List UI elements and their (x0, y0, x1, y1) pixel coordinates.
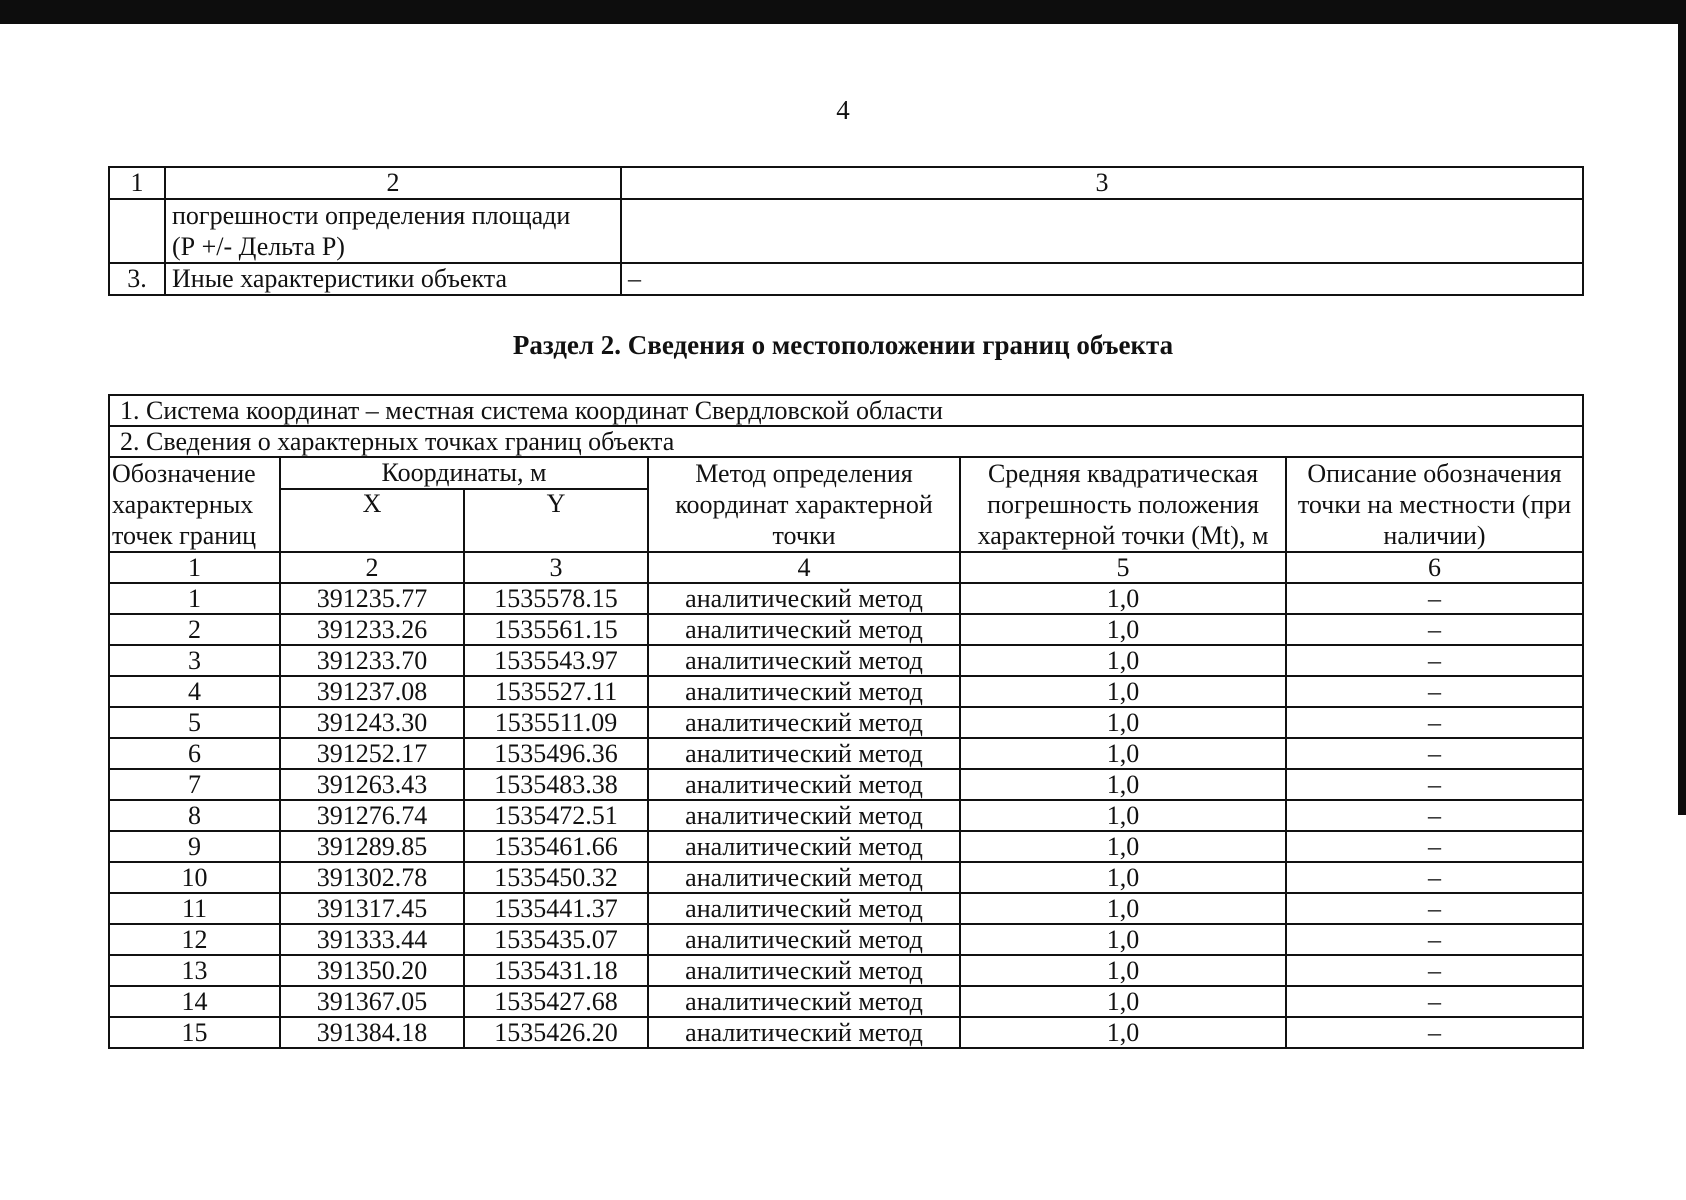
table-row (109, 645, 1583, 676)
error-cell: 1,0 (960, 955, 1286, 986)
x-coordinate-cell: 391333.44 (280, 924, 464, 955)
y-coordinate-cell: 1535461.66 (464, 831, 648, 862)
error-cell: 1,0 (960, 707, 1286, 738)
coordinates-table (108, 394, 1584, 1049)
scan-border-top (0, 0, 1686, 24)
x-coordinate-cell: 391317.45 (280, 893, 464, 924)
page-number: 4 (836, 95, 850, 125)
y-coordinate-cell: 1535427.68 (464, 986, 648, 1017)
description-cell: – (1286, 738, 1583, 769)
error-cell: 1,0 (960, 800, 1286, 831)
top-table-num-cell (109, 199, 165, 263)
description-cell: – (1286, 769, 1583, 800)
method-header: Метод определения координат характерной точки (648, 457, 960, 552)
y-coordinate-cell: 1535496.36 (464, 738, 648, 769)
y-coordinate-cell: 1535426.20 (464, 1017, 648, 1048)
error-cell: 1,0 (960, 769, 1286, 800)
table-row (109, 1017, 1583, 1048)
y-coordinate-cell: 1535483.38 (464, 769, 648, 800)
point-number-cell: 12 (109, 924, 280, 955)
column-number-cell: 6 (1286, 552, 1583, 583)
table-row (109, 738, 1583, 769)
coordinate-system-row (109, 395, 1583, 426)
point-number-cell: 7 (109, 769, 280, 800)
error-cell: 1,0 (960, 862, 1286, 893)
coordinate-system-line: 1. Система координат – местная система координат Свердловской области (109, 395, 1583, 426)
x-coordinate-cell: 391367.05 (280, 986, 464, 1017)
description-cell: – (1286, 862, 1583, 893)
column-number-row (109, 552, 1583, 583)
y-coordinate-cell: 1535431.18 (464, 955, 648, 986)
x-coordinate-cell: 391243.30 (280, 707, 464, 738)
error-cell: 1,0 (960, 1017, 1286, 1048)
table-row (109, 676, 1583, 707)
x-header: X (280, 489, 464, 552)
top-table-header-cell: 1 (109, 167, 165, 199)
point-number-cell: 11 (109, 893, 280, 924)
x-coordinate-cell: 391235.77 (280, 583, 464, 614)
top-table (108, 166, 1584, 296)
x-coordinate-cell: 391233.70 (280, 645, 464, 676)
points-info-line: 2. Сведения о характерных точках границ объекта (109, 426, 1583, 457)
point-number-cell: 9 (109, 831, 280, 862)
top-table-value-cell: – (621, 263, 1583, 295)
description-cell: – (1286, 800, 1583, 831)
description-cell: – (1286, 893, 1583, 924)
method-cell: аналитический метод (648, 862, 960, 893)
description-header: Описание обозначения точки на местности (при наличии) (1286, 457, 1583, 552)
x-coordinate-cell: 391276.74 (280, 800, 464, 831)
description-cell: – (1286, 831, 1583, 862)
column-number-cell: 2 (280, 552, 464, 583)
error-cell: 1,0 (960, 831, 1286, 862)
x-coordinate-cell: 391233.26 (280, 614, 464, 645)
method-cell: аналитический метод (648, 831, 960, 862)
top-table-row (109, 263, 1583, 295)
top-table-header-cell: 3 (621, 167, 1583, 199)
point-number-cell: 14 (109, 986, 280, 1017)
x-coordinate-cell: 391350.20 (280, 955, 464, 986)
designation-header: Обозначение характерных точек границ (109, 457, 280, 552)
table-row (109, 800, 1583, 831)
point-number-cell: 6 (109, 738, 280, 769)
table-row (109, 986, 1583, 1017)
x-coordinate-cell: 391237.08 (280, 676, 464, 707)
method-cell: аналитический метод (648, 893, 960, 924)
method-cell: аналитический метод (648, 769, 960, 800)
method-cell: аналитический метод (648, 924, 960, 955)
method-cell: аналитический метод (648, 955, 960, 986)
x-coordinate-cell: 391252.17 (280, 738, 464, 769)
y-coordinate-cell: 1535450.32 (464, 862, 648, 893)
method-cell: аналитический метод (648, 707, 960, 738)
description-cell: – (1286, 707, 1583, 738)
y-coordinate-cell: 1535543.97 (464, 645, 648, 676)
point-number-cell: 5 (109, 707, 280, 738)
y-coordinate-cell: 1535511.09 (464, 707, 648, 738)
error-cell: 1,0 (960, 583, 1286, 614)
x-coordinate-cell: 391302.78 (280, 862, 464, 893)
y-coordinate-cell: 1535578.15 (464, 583, 648, 614)
point-number-cell: 2 (109, 614, 280, 645)
top-table-header-cell: 2 (165, 167, 621, 199)
table-row (109, 862, 1583, 893)
method-cell: аналитический метод (648, 800, 960, 831)
point-number-cell: 13 (109, 955, 280, 986)
x-coordinate-cell: 391384.18 (280, 1017, 464, 1048)
point-number-cell: 4 (109, 676, 280, 707)
error-cell: 1,0 (960, 986, 1286, 1017)
method-cell: аналитический метод (648, 583, 960, 614)
description-cell: – (1286, 614, 1583, 645)
method-cell: аналитический метод (648, 645, 960, 676)
top-table-name-cell (165, 199, 621, 263)
y-coordinate-cell: 1535441.37 (464, 893, 648, 924)
error-cell: 1,0 (960, 893, 1286, 924)
table-row (109, 707, 1583, 738)
top-table-name-text: погрешности определения площади (Р +/- Дельта Р) (172, 201, 571, 261)
y-coordinate-cell: 1535435.07 (464, 924, 648, 955)
description-cell: – (1286, 986, 1583, 1017)
points-info-row (109, 426, 1583, 457)
point-number-cell: 1 (109, 583, 280, 614)
table-row (109, 769, 1583, 800)
table-row (109, 831, 1583, 862)
method-cell: аналитический метод (648, 614, 960, 645)
error-cell: 1,0 (960, 645, 1286, 676)
x-coordinate-cell: 391289.85 (280, 831, 464, 862)
method-cell: аналитический метод (648, 676, 960, 707)
table-row (109, 614, 1583, 645)
description-cell: – (1286, 1017, 1583, 1048)
table-row (109, 955, 1583, 986)
point-number-cell: 3 (109, 645, 280, 676)
table-row (109, 893, 1583, 924)
point-number-cell: 15 (109, 1017, 280, 1048)
x-coordinate-cell: 391263.43 (280, 769, 464, 800)
point-number-cell: 8 (109, 800, 280, 831)
error-cell: 1,0 (960, 738, 1286, 769)
error-cell: 1,0 (960, 924, 1286, 955)
description-cell: – (1286, 924, 1583, 955)
top-table-value-cell (621, 199, 1583, 263)
column-number-cell: 1 (109, 552, 280, 583)
y-coordinate-cell: 1535527.11 (464, 676, 648, 707)
method-cell: аналитический метод (648, 986, 960, 1017)
method-cell: аналитический метод (648, 1017, 960, 1048)
table-row (109, 583, 1583, 614)
top-table-header-row (109, 167, 1583, 199)
point-number-cell: 10 (109, 862, 280, 893)
section-title: Раздел 2. Сведения о местоположении границ объекта (512, 330, 1174, 360)
description-cell: – (1286, 583, 1583, 614)
coordinates-table-body (109, 583, 1583, 1048)
coordinates-header: Координаты, м (280, 457, 648, 489)
error-cell: 1,0 (960, 676, 1286, 707)
column-number-cell: 3 (464, 552, 648, 583)
table-row (109, 924, 1583, 955)
top-table-row (109, 199, 1583, 263)
y-header: Y (464, 489, 648, 552)
description-cell: – (1286, 676, 1583, 707)
description-cell: – (1286, 955, 1583, 986)
error-header: Средняя квадратическая погрешность положения характерной точки (Мt), м (960, 457, 1286, 552)
error-cell: 1,0 (960, 614, 1286, 645)
description-cell: – (1286, 645, 1583, 676)
method-cell: аналитический метод (648, 738, 960, 769)
top-table-name-cell: Иные характеристики объекта (165, 263, 621, 295)
column-number-cell: 4 (648, 552, 960, 583)
top-table-num-cell: 3. (109, 263, 165, 295)
y-coordinate-cell: 1535561.15 (464, 614, 648, 645)
column-header-row (109, 457, 1583, 489)
y-coordinate-cell: 1535472.51 (464, 800, 648, 831)
column-number-cell: 5 (960, 552, 1286, 583)
